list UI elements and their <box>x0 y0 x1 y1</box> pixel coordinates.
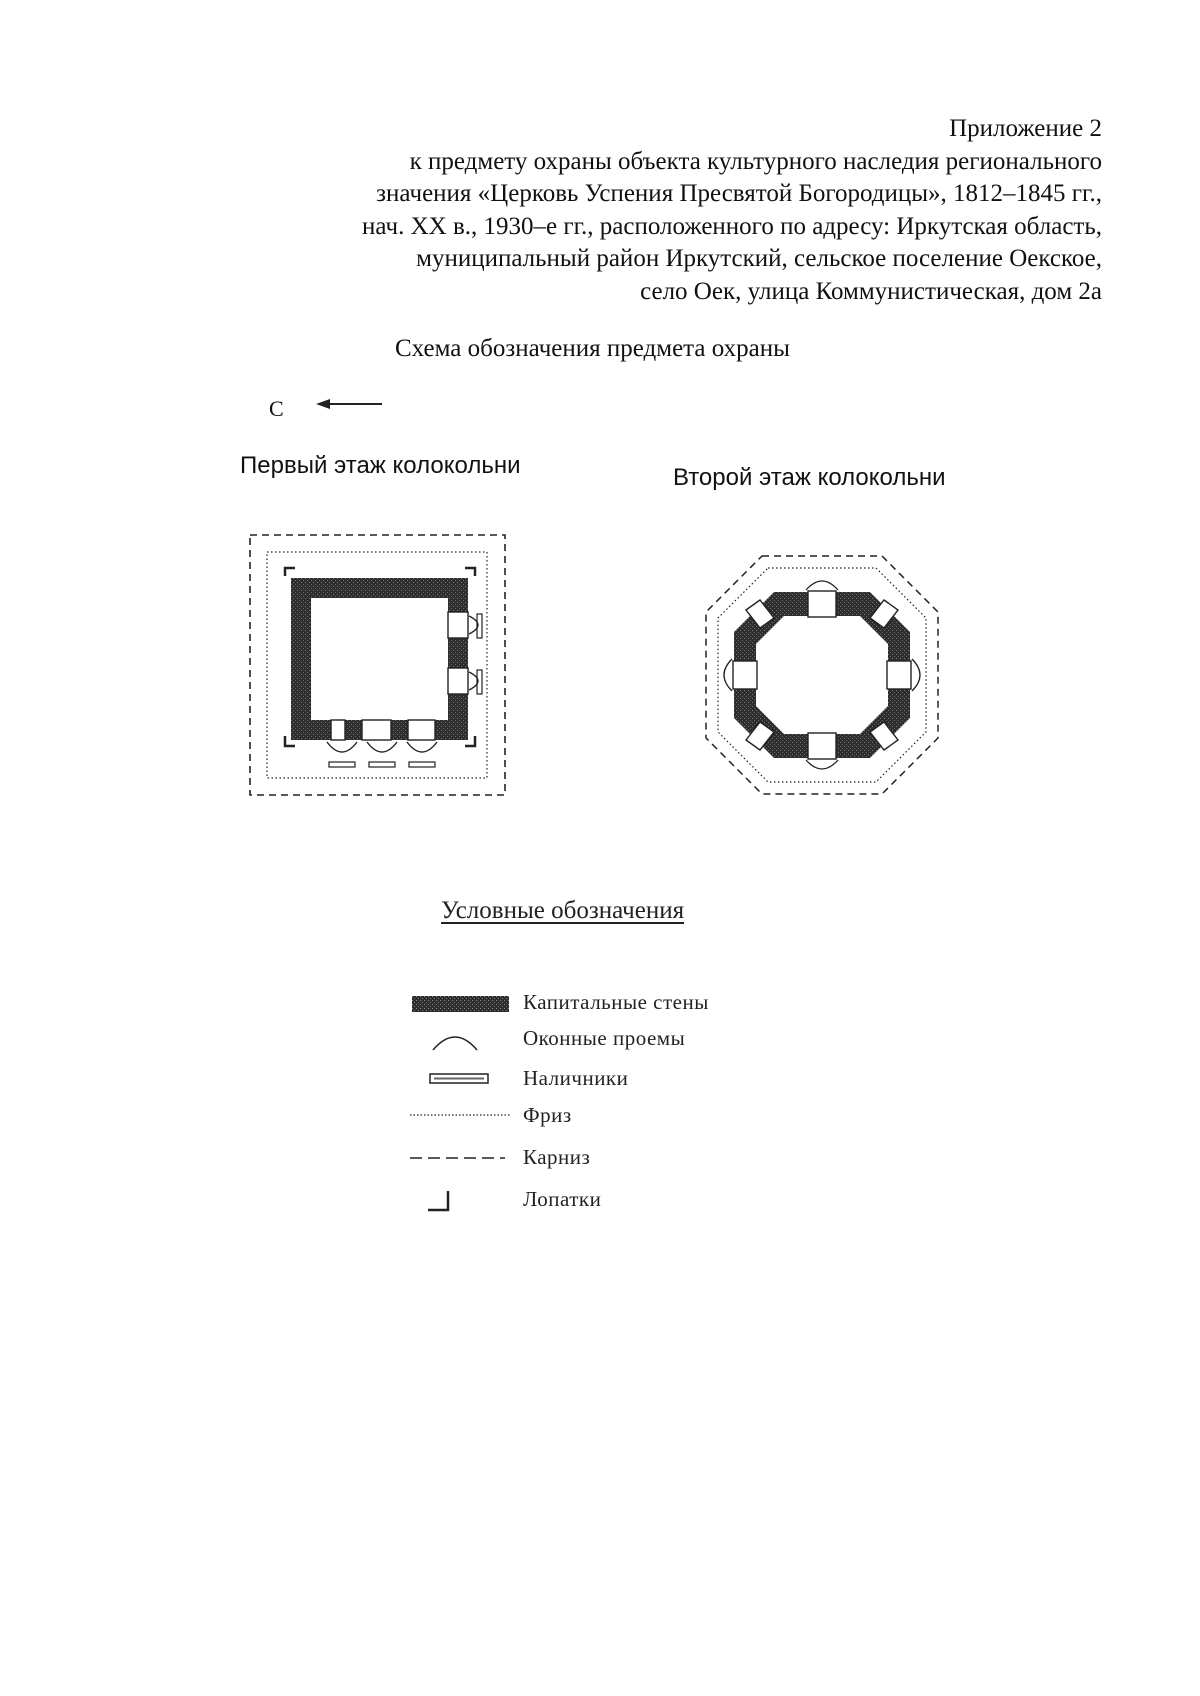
arrow-left-icon <box>316 396 386 412</box>
legend-label: Лопатки <box>523 1187 602 1211</box>
pilaster-symbol <box>400 1185 510 1215</box>
scheme-title: Схема обозначения предмета охраны <box>395 335 790 362</box>
cornice-symbol <box>400 1143 510 1173</box>
legend-item-platbands <box>400 1064 820 1094</box>
header-line: нач. XX в., 1930–е гг., расположенного по адресу: Иркутская область, <box>362 212 1102 240</box>
legend-title: Условные обозначения <box>441 897 685 924</box>
legend-item-frieze <box>400 1101 820 1131</box>
legend-label: Фриз <box>523 1103 572 1127</box>
legend-item-window-openings <box>400 1024 820 1054</box>
legend-label: Капитальные стены <box>523 990 709 1014</box>
floor1-plan <box>245 530 515 800</box>
north-label: С <box>269 396 284 421</box>
frieze-symbol <box>400 1101 510 1131</box>
header-line: к предмету охраны объекта культурного наследия регионального <box>409 147 1102 175</box>
platbands <box>329 614 482 767</box>
floor2-plan <box>692 550 952 800</box>
capital-walls-swatch <box>400 988 510 1018</box>
header-line: муниципальный район Иркутский, сельское поселение Оекское, <box>416 245 1102 272</box>
legend-item-capital-walls <box>400 988 820 1018</box>
legend-label: Наличники <box>523 1066 629 1090</box>
appendix-label: Приложение 2 <box>949 115 1102 142</box>
legend-item-cornice <box>400 1143 820 1173</box>
platband-symbol <box>400 1064 510 1094</box>
floor2-title: Второй этаж колокольни <box>673 464 946 491</box>
header-line: значения «Церковь Успения Пресвятой Богородицы», 1812–1845 гг., <box>376 180 1102 207</box>
capital-walls <box>291 578 468 740</box>
legend-item-pilasters <box>400 1185 820 1215</box>
header-line: село Оек, улица Коммунистическая, дом 2а <box>640 277 1102 305</box>
document-header <box>202 113 1102 308</box>
window-opening-symbol <box>400 1024 510 1054</box>
legend-label: Оконные проемы <box>523 1026 686 1050</box>
floor1-title: Первый этаж колокольни <box>240 452 521 479</box>
legend-label: Карниз <box>523 1145 591 1169</box>
